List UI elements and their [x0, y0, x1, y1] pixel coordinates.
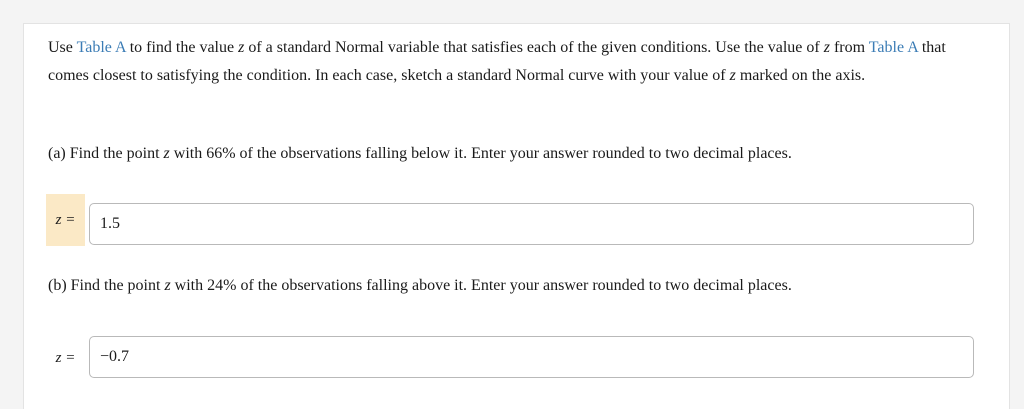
instructions-segment: from: [829, 39, 869, 56]
question-segment: with 24% of the observations falling above it. Enter your answer rounded to two decimal places.: [170, 277, 792, 294]
part-a-z-label: [46, 194, 85, 246]
part-a-answer-input[interactable]: [89, 203, 974, 245]
instructions-segment: marked on the axis.: [735, 66, 866, 84]
question-segment: (b) Find the point: [48, 277, 165, 294]
part-b-answer-input[interactable]: [89, 336, 974, 378]
z-variable: z: [238, 39, 245, 56]
question-segment: (a) Find the point: [48, 145, 164, 162]
table-a-link[interactable]: Table A: [868, 39, 918, 56]
instructions-text: [48, 34, 988, 89]
part-b-answer-row: [46, 336, 976, 380]
z-variable: z: [164, 277, 171, 294]
part-a-question: [48, 144, 792, 164]
z-variable: z: [729, 66, 736, 84]
z-label-text: z =: [55, 350, 76, 366]
part-b-question: [48, 276, 792, 296]
question-card: [23, 23, 1010, 409]
z-variable: z: [823, 39, 830, 56]
instructions-segment: to find the value: [125, 39, 239, 56]
instructions-segment: of a standard Normal variable that satisfies each of the given conditions. Use the value of: [244, 39, 824, 56]
part-a-answer-row: [46, 194, 976, 238]
part-b-z-label: [46, 332, 85, 384]
z-label-text: z =: [55, 212, 76, 228]
z-variable: z: [163, 145, 170, 162]
instructions-segment: Use: [48, 39, 77, 56]
instructions-segment: that comes closest to satisfying the condition. In each case, sketch a standard Normal curve with your value of: [48, 39, 946, 84]
table-a-link[interactable]: Table A: [76, 39, 126, 56]
question-segment: with 66% of the observations falling below it. Enter your answer rounded to two decimal places.: [169, 145, 792, 162]
